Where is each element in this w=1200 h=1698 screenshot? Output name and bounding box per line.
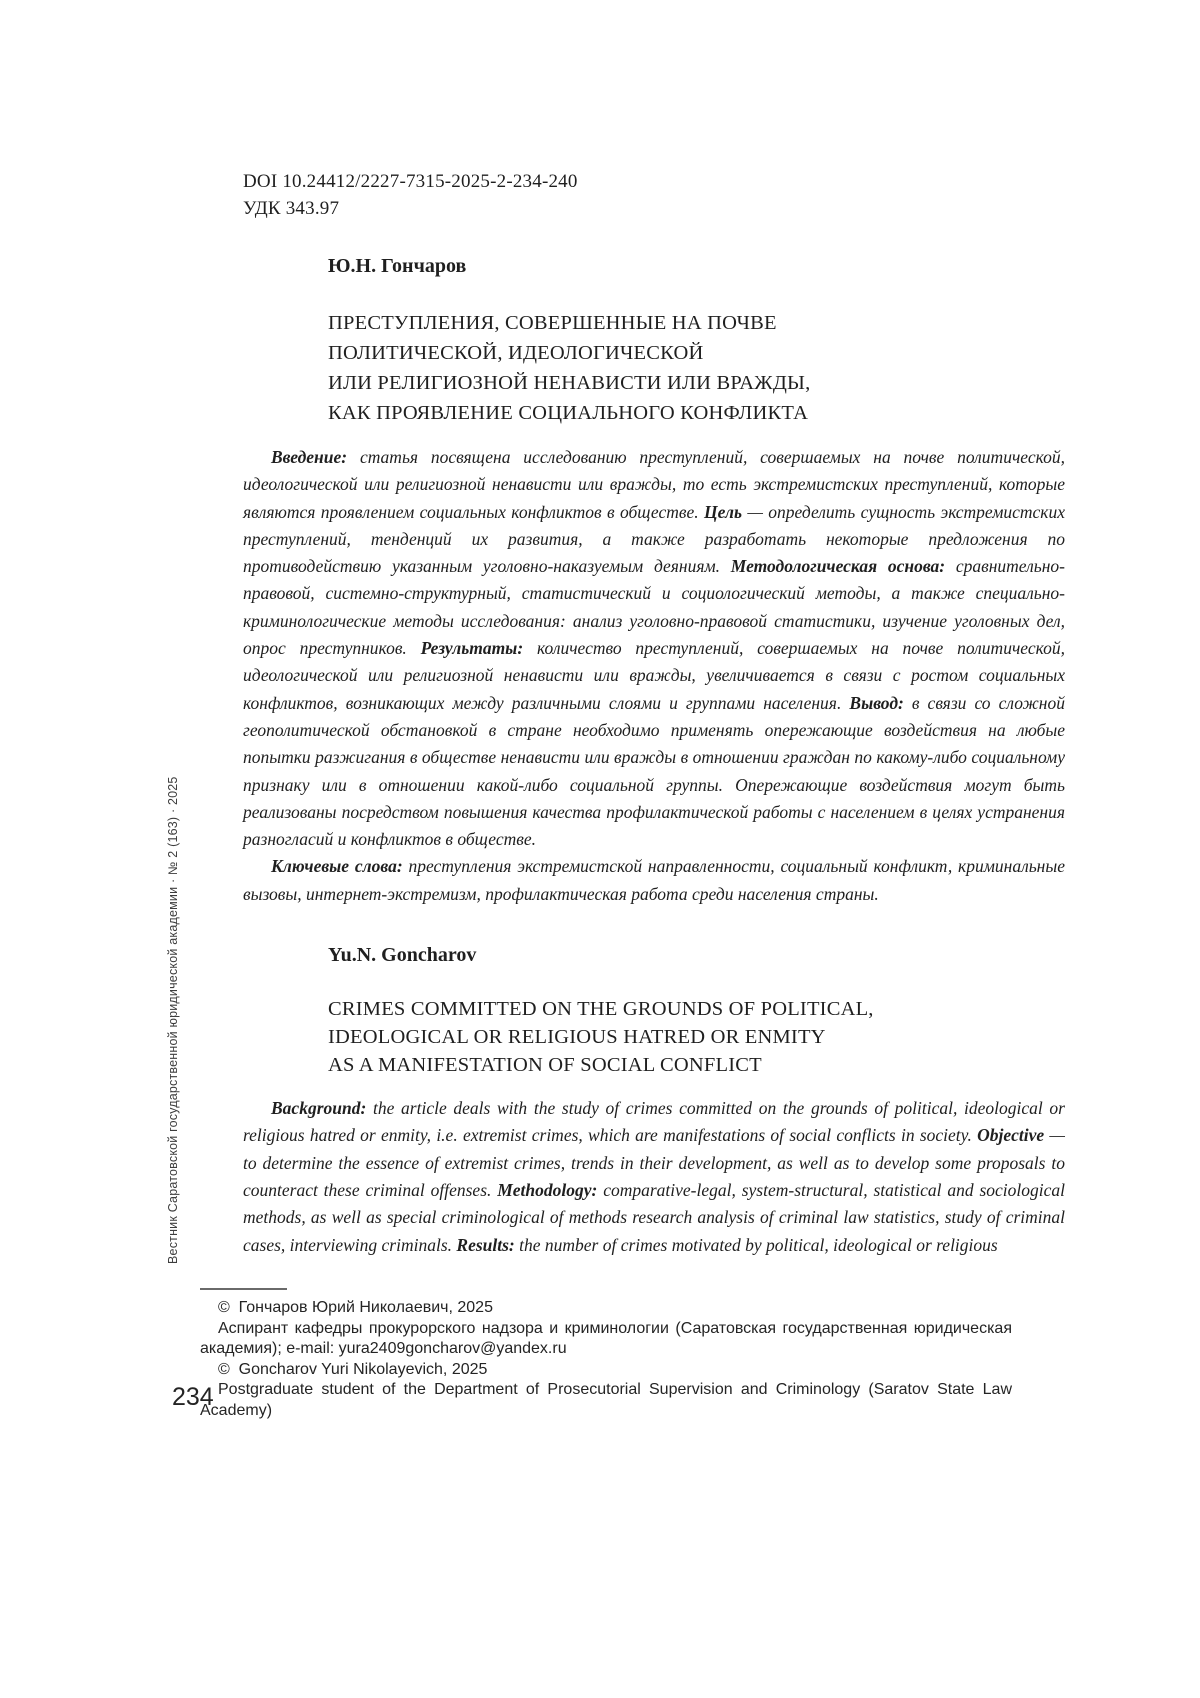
lead-term: Ключевые слова: [271,856,403,877]
footnote-paragraph: Postgraduate student of the Department of Prosecutorial Supervision and Criminology (Saratov State Law Academy) [200,1381,1012,1419]
page-number: 234 [172,1383,214,1411]
title-line: AS A MANIFESTATION OF SOCIAL CONFLICT [328,1054,762,1077]
footnote-paragraph: © Гончаров Юрий Николаевич, 2025 [218,1299,493,1316]
text-run: преступления экстремистской направленности, социальный конфликт, криминальные вызовы, интернет-экстремизм, профилактическая работа среди населения страны. [243,856,1065,904]
abstract-english-paragraph [243,1095,1065,1259]
title-line: ИЛИ РЕЛИГИОЗНОЙ НЕНАВИСТИ ИЛИ ВРАЖДЫ, [328,372,811,394]
journal-sidebar-vertical-text: Вестник Саратовской государственной юридической академии · № 2 (163) · 2025 [166,776,180,1264]
footnote-paragraph: © Goncharov Yuri Nikolayevich, 2025 [218,1360,488,1378]
abstract-russian-paragraph [243,444,1065,853]
lead-term: Введение: [271,447,348,467]
lead-term: Results: [456,1234,515,1255]
text-run: количество преступлений, совершаемых на почве политической, идеологической или религиозной ненависти или вражды, увеличивается в связи с ростом социальных конфликтов, возникающих между различными слоями и группами населения. [243,638,1065,713]
text-run: the article deals with the study of crimes committed on the grounds of political, ideological or religious hatred or enmity, i.e. extremist crimes, which are manifestations of social conflicts in society. [243,1098,1065,1146]
lead-term: Результаты: [420,638,524,659]
title-line: CRIMES COMMITTED ON THE GROUNDS OF POLITICAL, [328,998,874,1021]
title-line: ПОЛИТИЧЕСКОЙ, ИДЕОЛОГИЧЕСКОЙ [328,342,704,364]
text-run: the number of crimes motivated by political, ideological or religious [514,1234,998,1255]
udc-text: УДК 343.97 [243,198,340,219]
lead-term: Background: [271,1098,367,1119]
lead-term: Методологическая основа: [730,556,946,577]
footnote-paragraphs [200,1298,1012,1422]
article-title-russian [328,308,1065,428]
title-line: ПРЕСТУПЛЕНИЯ, СОВЕРШЕННЫЕ НА ПОЧВЕ [328,312,777,334]
text-run: в связи со сложной геополитической обстановкой в стране необходимо применять опережающие воздействия на любые попытки разжигания в обществе ненависти или вражды в отношении граждан по какому-либо социальному признаку или в отношении какой-либо социальной группы. Опережающие воздействия могут быть реализованы посредством повышения качества профилактической работы с населением в целях устранения разногласий и конфликтов в обществе. [243,692,1065,850]
article-title-english [328,995,1065,1079]
text-run: статья посвящена исследованию преступлений, совершаемых на почве политической, идеологической или религиозной ненависти или вражды, то есть экстремистских преступлений, которые являются проявлением социальных конфликтов в обществе. [243,447,1065,522]
lead-term: Вывод: [849,692,904,713]
abstract-russian [243,444,1065,908]
footnote-divider [200,1288,287,1290]
doi-text: DOI 10.24412/2227-7315-2025-2-234-240 [243,171,578,192]
text-run: comparative-legal, system-structural, statistical and sociological methods, as well as special criminological of methods research analysis of criminal law statistics, study of criminal cases, interviewing criminals. [243,1179,1065,1255]
lead-term: Methodology: [497,1179,598,1200]
text-run: сравнительно-правовой, системно-структурный, статистический и социологический методы, а также специально-криминологические методы исследования: анализ уголовно-правовой статистики, изучение уголовных дел, опрос преступников. [243,556,1065,659]
lead-term: Objective [977,1125,1045,1146]
text-run: — определить сущность экстремистских преступлений, тенденций их развития, а также разработать некоторые предложения по противодействию указанным уголовно-наказуемым деяниям. [243,501,1066,577]
text-run: — to determine the essence of extremist crimes, trends in their development, as well as to develop some proposals to counteract these criminal offenses. [243,1125,1065,1200]
title-line: КАК ПРОЯВЛЕНИЕ СОЦИАЛЬНОГО КОНФЛИКТА [328,402,809,424]
title-line: IDEOLOGICAL OR RELIGIOUS HATRED OR ENMITY [328,1026,826,1049]
author-name-english: Yu.N. Goncharov [328,944,477,967]
footnote-paragraph: Аспирант кафедры прокурорского надзора и криминологии (Саратовская государственная юридическая академия); e-mail: yura2409goncharov@yandex.ru [200,1319,1012,1358]
footnote-block [200,1288,1012,1422]
author-name-russian: Ю.Н. Гончаров [328,255,467,277]
abstract-english [243,1095,1065,1259]
keywords-russian-paragraph [243,853,1065,908]
article-body [243,172,1065,1259]
lead-term: Цель [704,501,742,522]
